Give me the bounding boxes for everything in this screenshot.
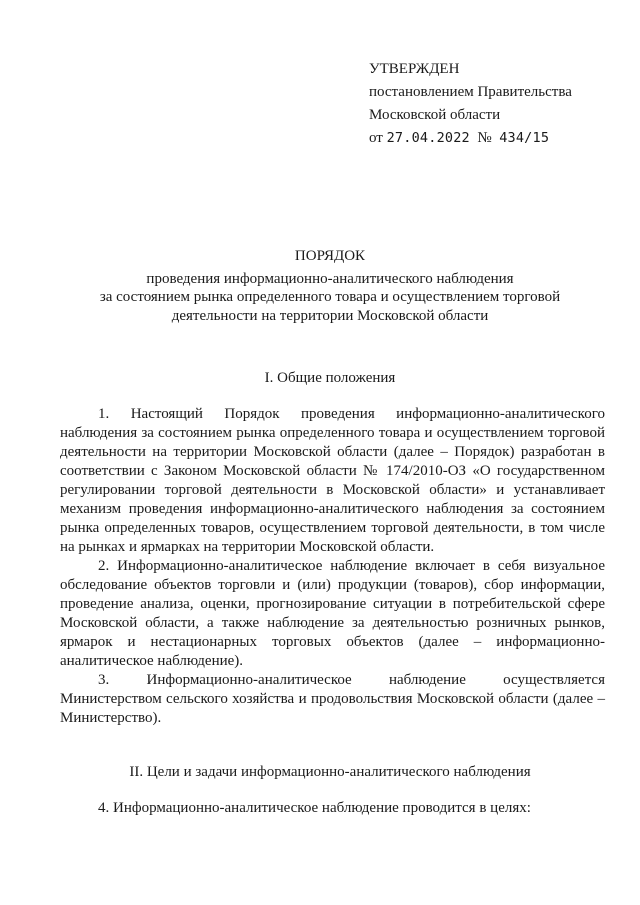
section-1-heading: I. Общие положения xyxy=(264,370,396,386)
paragraph-3: 3. Информационно-аналитическое наблюдение осуществляется Министерством сельского хозяйства и продовольствия Московской области (далее – Министерство). xyxy=(60,672,605,726)
title-main: ПОРЯДОК xyxy=(294,248,366,264)
approval-date-line xyxy=(369,127,572,150)
date-prefix: от xyxy=(369,130,383,146)
approval-block xyxy=(369,58,572,150)
paragraph-4: 4. Информационно-аналитическое наблюдение проводится в целях: xyxy=(98,800,531,816)
title-line-1: проведения информационно-аналитического наблюдения xyxy=(146,270,514,287)
paragraph-2: 2. Информационно-аналитическое наблюдение включает в себя визуальное обследование объектов торговли и (или) продукции (товаров), сбор информации, проведение анализа, оценки, прогнозирование ситуации в потребительской сфере Московской области, а также наблюдение за деятельностью розничных рынков, ярмарок и нестационарных торговых объектов (далее – информационно-аналитическое наблюдение). xyxy=(60,558,605,669)
title-line-2: за состоянием рынка определенного товара и осуществлением торговой xyxy=(99,289,561,305)
section-2-body xyxy=(60,799,605,818)
title-line-3: деятельности на территории Московской области xyxy=(171,307,489,324)
approval-number: 434/15 xyxy=(499,130,550,146)
approval-line-2: Московской области xyxy=(369,107,501,123)
paragraph-1: 1. Настоящий Порядок проведения информационно-аналитического наблюдения за состоянием рынка определенного товара и осуществлением торговой деятельности на территории Московской области (далее – Порядок) разработан в соответствии с Законом Московской области № 174/2010-ОЗ «О государственном регулировании торговой деятельности в Московской области» и устанавливает механизм проведения информационно-аналитического наблюдения за состоянием рынка определенных товаров, осуществлением торговой деятельности, в том числе на рынках и ярмарках на территории Московской области. xyxy=(60,406,605,555)
section-1-body xyxy=(60,405,605,728)
section-2-heading: II. Цели и задачи информационно-аналитического наблюдения xyxy=(129,764,531,780)
document-title xyxy=(60,247,600,325)
approval-date: 27.04.2022 xyxy=(386,130,470,146)
number-sign: № xyxy=(477,130,492,146)
approval-stamp: УТВЕРЖДЕН xyxy=(369,61,460,77)
approval-line-1: постановлением Правительства xyxy=(369,84,572,100)
